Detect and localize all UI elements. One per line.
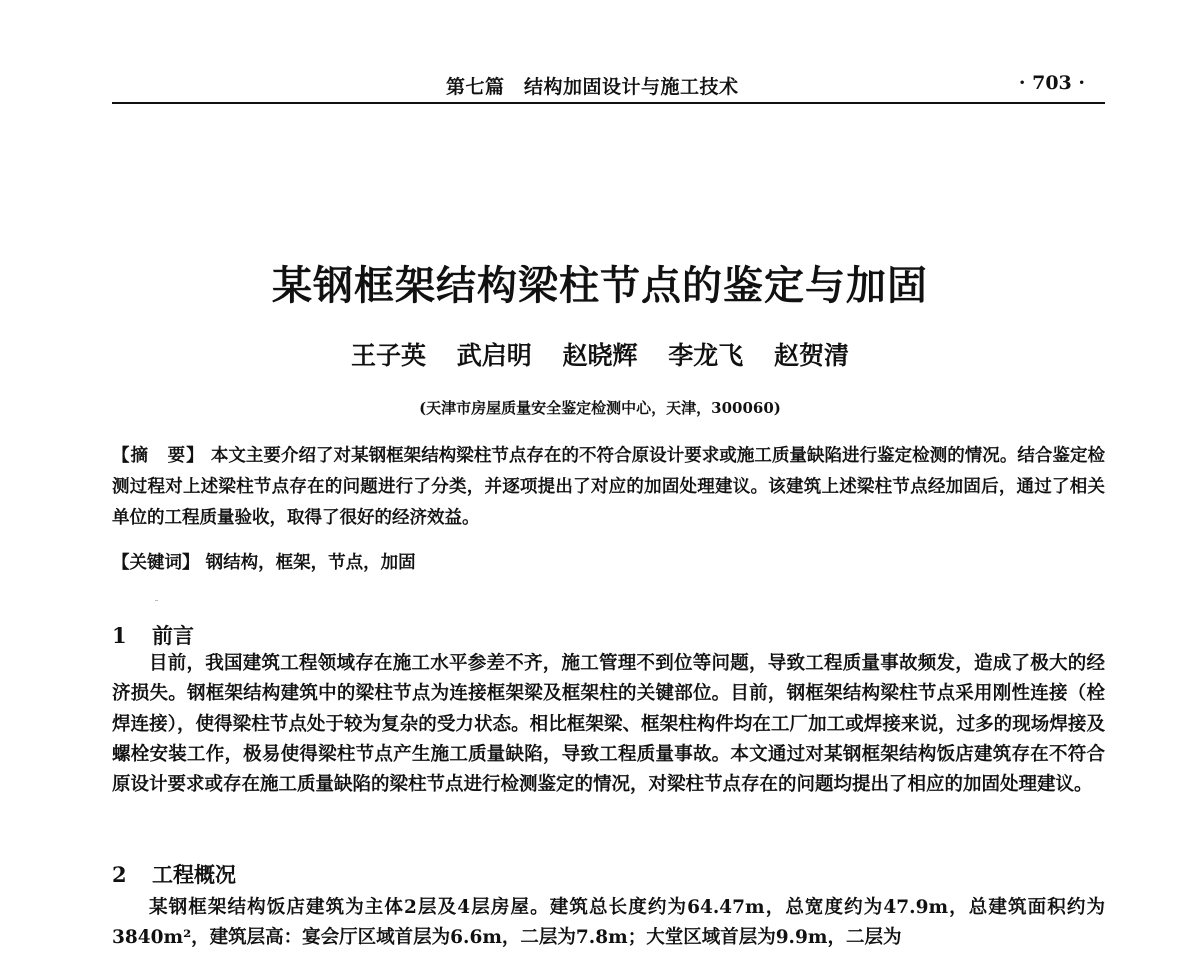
author-name: 武启明	[456, 341, 532, 370]
page-number: · 703 ·	[1018, 72, 1085, 94]
author-name: 赵贺清	[773, 341, 849, 370]
section-body: 某钢框架结构饭店建筑为主体2层及4层房屋。建筑总长度约为64.47m，总宽度约为47.9m，总建筑面积约为3840m²，建筑层高：宴会厅区域首层为6.6m，二层为7.8m；大堂区域首层为9.9m，二层为	[112, 897, 1105, 949]
section-title: 工程概况	[152, 862, 236, 887]
section-heading	[112, 859, 236, 889]
section-number: 1	[112, 623, 127, 648]
abstract-text: 本文主要介绍了对某钢框架结构梁柱节点存在的不符合原设计要求或施工质量缺陷进行鉴定检测的情况。结合鉴定检测过程对上述梁柱节点存在的问题进行了分类，并逐项提出了对应的加固处理建议。该建筑上述梁柱节点经加固后，通过了相关单位的工程质量验收，取得了很好的经济效益。	[112, 446, 1106, 528]
author-name: 赵晓辉	[562, 341, 638, 370]
section-title: 前言	[152, 623, 194, 648]
article-title: 某钢框架结构梁柱节点的鉴定与加固	[272, 262, 928, 309]
keywords	[112, 548, 1105, 579]
section-number: 2	[112, 862, 127, 887]
abstract	[112, 441, 1105, 534]
author-name: 王子英	[351, 341, 427, 370]
section-body: 目前，我国建筑工程领域存在施工水平参差不齐，施工管理不到位等问题，导致工程质量事故频发，造成了极大的经济损失。钢框架结构建筑中的梁柱节点为连接框架梁及框架柱的关键部位。目前，钢框架结构梁柱节点采用刚性连接（栓焊连接），使得梁柱节点处于较为复杂的受力状态。相比框架梁、框架柱构件均在工厂加工或焊接来说，过多的现场焊接及螺栓安装工作，极易使得梁柱节点产生施工质量缺陷，导致工程质量事故。本文通过对某钢框架结构饭店建筑存在不符合原设计要求或存在施工质量缺陷的梁柱节点进行检测鉴定的情况，对梁柱节点存在的问题均提出了相应的加固处理建议。	[112, 653, 1105, 796]
section-heading	[112, 620, 194, 650]
abstract-label: 【摘 要】	[112, 446, 205, 466]
keywords-text: 钢结构，框架，节点，加固	[205, 553, 416, 573]
divider-mark	[155, 600, 158, 601]
affiliation: (天津市房屋质量安全鉴定检测中心，天津，300060)	[419, 399, 781, 417]
author-name: 李龙飞	[668, 341, 744, 370]
running-header	[112, 66, 1105, 104]
running-title: 第七篇 结构加固设计与施工技术	[446, 76, 739, 98]
author-list	[0, 336, 1200, 372]
keywords-label: 【关键词】	[112, 553, 200, 573]
